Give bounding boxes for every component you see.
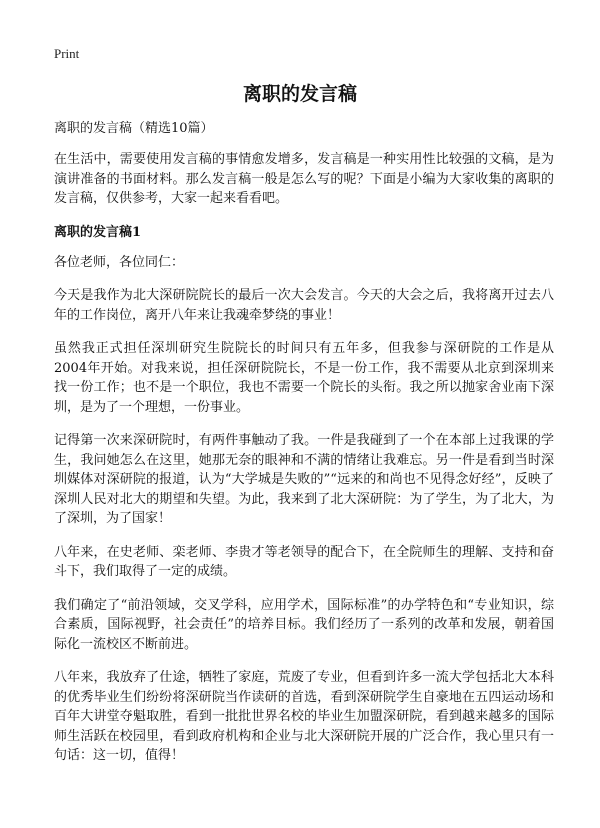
intro-paragraph: 在生活中，需要使用发言稿的事情愈发增多，发言稿是一种实用性比较强的文稿，是为演讲准备的书面材料。那么发言稿一般是怎么写的呢？下面是小编为大家收集的离职的发言稿，仅供参考，大家一起来看看吧。 — [54, 152, 554, 206]
body-paragraph: 今天是我作为北大深研院院长的最后一次大会发言。今天的大会之后，我将离开过去八年的工作岗位，离开八年来让我魂牵梦绕的事业！ — [54, 288, 554, 323]
page-title: 离职的发言稿 — [242, 83, 357, 105]
body-paragraph: 记得第一次来深研院时，有两件事触动了我。一件是我碰到了一个在本部上过我课的学生，我问她怎么在这里，她那无奈的眼神和不满的情绪让我难忘。另一件是看到当时深圳媒体对深研院的报道，认为“大学城是失败的”“远来的和尚也不见得念好经”，反映了深圳人民对北大的期望和失望。为此，我来到了北大深研院：为了学生，为了北大，为了深圳，为了国家！ — [54, 433, 554, 526]
document-body — [54, 120, 554, 780]
document-subtitle: 离职的发言稿（精选10篇） — [54, 121, 214, 136]
body-paragraph: 八年来，我放弃了仕途，牺牲了家庭，荒废了专业，但看到许多一流大学包括北大本科的优秀毕业生们纷纷将深研院当作读研的首选，看到深研院学生自豪地在五四运动场和百年大讲堂夺魁取胜，看到一批批世界名校的毕业生加盟深研院，看到越来越多的国际师生活跃在校园里，看到政府机构和企业与北大深研院开展的广泛合作，我心里只有一句话：这一切，值得！ — [54, 670, 554, 763]
section-heading: 离职的发言稿1 — [54, 224, 142, 240]
body-paragraph: 虽然我正式担任深圳研究生院院长的时间只有五年多，但我参与深研院的工作是从2004年开始。对我来说，担任深研院院长，不是一份工作，我不需要从北京到深圳来找一份工作；也不是一个职位，我也不需要一个院长的头衔。我之所以抛家舍业南下深圳，是为了一个理想，一份事业。 — [54, 341, 554, 415]
body-paragraph: 八年来，在史老师、栾老师、李贵才等老领导的配合下，在全院师生的理解、支持和奋斗下，我们取得了一定的成绩。 — [54, 544, 554, 579]
body-paragraph: 我们确定了“前沿领域，交叉学科，应用学术，国际标准”的办学特色和“专业知识，综合素质，国际视野，社会责任”的培养目标。我们经历了一系列的改革和发展，朝着国际化一流校区不断前进。 — [54, 597, 554, 652]
salutation-paragraph: 各位老师，各位同仁： — [54, 254, 185, 270]
print-link[interactable]: Print — [54, 46, 80, 61]
